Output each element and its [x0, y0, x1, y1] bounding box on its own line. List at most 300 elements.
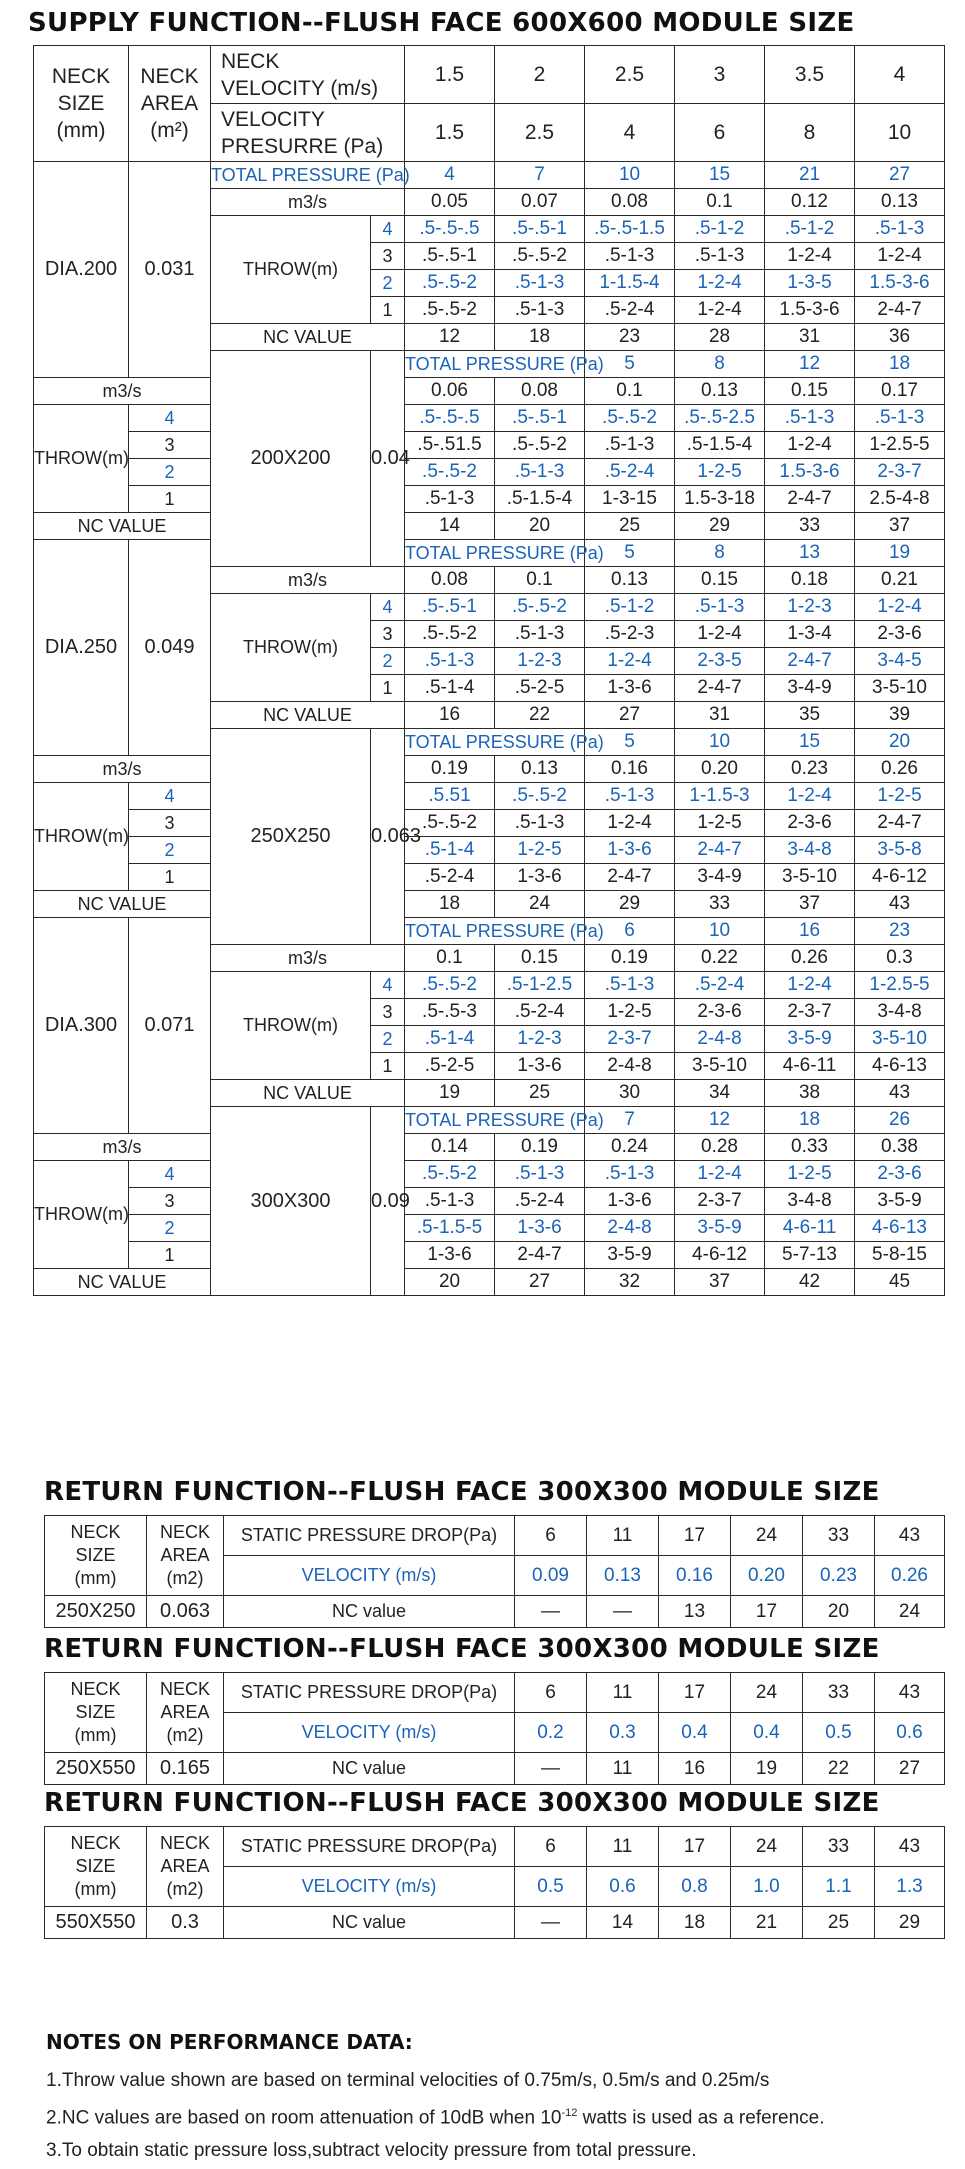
- return-table: [44, 1826, 945, 1939]
- table-row: [45, 1753, 945, 1785]
- total-pressure-value: 10: [585, 162, 675, 189]
- throw-value: .5-1-3: [675, 243, 765, 270]
- throw-value: 1-2-4: [675, 621, 765, 648]
- static-pressure-drop-value: 24: [731, 1516, 803, 1556]
- throw-value: 4-6-11: [765, 1053, 855, 1080]
- throw-value: .5-.5-2: [495, 243, 585, 270]
- throw-value: 1-3-4: [765, 621, 855, 648]
- return-title: RETURN FUNCTION--FLUSH FACE 300X300 MODULE SIZE: [44, 1477, 880, 1507]
- neck-size: 250X250: [211, 729, 371, 945]
- velocity-pressure-header: [211, 104, 405, 162]
- velocity-value: 0.13: [587, 1556, 659, 1596]
- static-pressure-drop-label: STATIC PRESSURE DROP(Pa): [224, 1827, 515, 1867]
- throw-value: .5-.5-1.5: [585, 216, 675, 243]
- throw-value: 1-2-4: [765, 972, 855, 999]
- total-pressure-value: 10: [675, 918, 765, 945]
- nc-value: 13: [659, 1596, 731, 1628]
- throw-value: .5-.5-2: [495, 783, 585, 810]
- velocity-value: 4: [855, 46, 945, 104]
- throw-way-number: 1: [129, 486, 211, 513]
- total-pressure-value: 26: [855, 1107, 945, 1134]
- nc-label: NC value: [224, 1596, 515, 1628]
- flow-rate-label: m3/s: [34, 1134, 211, 1161]
- velocity-value: 0.8: [659, 1867, 731, 1907]
- throw-label: THROW(m): [211, 972, 371, 1080]
- neck-area: 0.165: [147, 1753, 224, 1785]
- flow-rate-value: 0.3: [855, 945, 945, 972]
- return-table: [44, 1672, 945, 1785]
- nc-value: 25: [585, 513, 675, 540]
- flow-rate-value: 0.1: [405, 945, 495, 972]
- throw-value: 2-3-5: [675, 648, 765, 675]
- total-pressure-value: 6: [585, 918, 675, 945]
- table-row: [34, 891, 945, 918]
- throw-value: 2-3-7: [855, 459, 945, 486]
- throw-value: 2-3-7: [675, 1188, 765, 1215]
- throw-value: .5-2-4: [675, 972, 765, 999]
- static-pressure-drop-value: 17: [659, 1827, 731, 1867]
- total-pressure-value: 20: [855, 729, 945, 756]
- nc-value: —: [515, 1596, 587, 1628]
- flow-rate-value: 0.07: [495, 189, 585, 216]
- flow-rate-label: m3/s: [34, 378, 211, 405]
- throw-value: 1.5-3-6: [855, 270, 945, 297]
- throw-value: .5-.5-2: [495, 432, 585, 459]
- throw-value: .5-1-3: [495, 621, 585, 648]
- throw-value: .5.51: [405, 783, 495, 810]
- flow-rate-value: 0.1: [675, 189, 765, 216]
- nc-value: 31: [765, 324, 855, 351]
- throw-value: 1-2.5-5: [855, 432, 945, 459]
- velocity-value: 0.20: [731, 1556, 803, 1596]
- nc-value: 21: [731, 1907, 803, 1939]
- flow-rate-label: m3/s: [34, 756, 211, 783]
- flow-rate-value: 0.21: [855, 567, 945, 594]
- static-pressure-drop-value: 11: [587, 1827, 659, 1867]
- static-pressure-drop-value: 43: [875, 1673, 945, 1713]
- neck-size-header: [34, 46, 129, 162]
- nc-value: 27: [585, 702, 675, 729]
- total-pressure-value: 5: [585, 729, 675, 756]
- return-title: RETURN FUNCTION--FLUSH FACE 300X300 MODULE SIZE: [44, 1788, 880, 1818]
- throw-value: .5-1-4: [405, 675, 495, 702]
- velocity-value: 0.3: [587, 1713, 659, 1753]
- throw-value: .5-1-3: [585, 972, 675, 999]
- throw-value: 3-5-9: [585, 1242, 675, 1269]
- nc-value: 36: [855, 324, 945, 351]
- throw-way-number: 4: [371, 594, 405, 621]
- nc-value: 31: [675, 702, 765, 729]
- nc-value: 20: [495, 513, 585, 540]
- neck-size-header-line: (mm): [74, 1879, 117, 1899]
- throw-way-number: 2: [371, 1026, 405, 1053]
- flow-rate-value: 0.26: [765, 945, 855, 972]
- throw-value: 1-2-3: [495, 1026, 585, 1053]
- throw-value: .5-2-4: [495, 999, 585, 1026]
- throw-value: .5-1-3: [495, 459, 585, 486]
- flow-rate-value: 0.13: [585, 567, 675, 594]
- throw-value: 1-2-5: [675, 459, 765, 486]
- return-title: RETURN FUNCTION--FLUSH FACE 300X300 MODULE SIZE: [44, 1634, 880, 1664]
- flow-rate-value: 0.28: [675, 1134, 765, 1161]
- nc-value: 43: [855, 1080, 945, 1107]
- total-pressure-label: TOTAL PRESSURE (Pa): [405, 729, 585, 756]
- throw-value: 1-3-5: [765, 270, 855, 297]
- static-pressure-drop-value: 24: [731, 1827, 803, 1867]
- throw-value: 2-4-8: [585, 1215, 675, 1242]
- throw-value: .5-2-4: [585, 459, 675, 486]
- velocity-value: 1.5: [405, 46, 495, 104]
- table-row: [34, 1161, 945, 1188]
- flow-rate-value: 0.08: [495, 378, 585, 405]
- table-row: [34, 405, 945, 432]
- nc-value: 24: [495, 891, 585, 918]
- flow-rate-value: 0.24: [585, 1134, 675, 1161]
- nc-value: 34: [675, 1080, 765, 1107]
- throw-value: .5-1-3: [855, 405, 945, 432]
- nc-value: 24: [875, 1596, 945, 1628]
- neck-size-header: [45, 1673, 147, 1753]
- throw-value: 3-4-5: [855, 648, 945, 675]
- neck-area-header-line: (m2): [166, 1879, 204, 1899]
- neck-size-header-line: NECK: [70, 1833, 121, 1853]
- throw-value: 3-5-10: [855, 675, 945, 702]
- throw-value: .5-1-2: [765, 216, 855, 243]
- throw-label: THROW(m): [211, 216, 371, 324]
- throw-value: 4-6-12: [855, 864, 945, 891]
- throw-value: .5-.51.5: [405, 432, 495, 459]
- neck-area-header-line: AREA: [160, 1545, 210, 1565]
- table-row: [34, 864, 945, 891]
- table-row: [34, 486, 945, 513]
- throw-way-number: 4: [371, 972, 405, 999]
- velocity-value: 2.5: [585, 46, 675, 104]
- nc-label: NC value: [224, 1753, 515, 1785]
- nc-label: NC VALUE: [34, 1269, 211, 1296]
- throw-value: 2-3-6: [675, 999, 765, 1026]
- total-pressure-value: 19: [855, 540, 945, 567]
- nc-value: 14: [405, 513, 495, 540]
- throw-value: .5-.5-2: [405, 810, 495, 837]
- static-pressure-drop-label: STATIC PRESSURE DROP(Pa): [224, 1516, 515, 1556]
- throw-way-number: 4: [371, 216, 405, 243]
- nc-value: 27: [495, 1269, 585, 1296]
- nc-label: NC VALUE: [211, 1080, 405, 1107]
- throw-value: .5-.5-1: [495, 405, 585, 432]
- throw-way-number: 1: [129, 1242, 211, 1269]
- flow-rate-value: 0.22: [675, 945, 765, 972]
- throw-value: .5-.5-1: [405, 594, 495, 621]
- total-pressure-label: TOTAL PRESSURE (Pa): [211, 162, 405, 189]
- table-row: [34, 918, 945, 945]
- throw-value: .5-.5-2: [405, 270, 495, 297]
- note-2-text: 2.NC values are based on room attenuation of 10dB when 10: [46, 2107, 562, 2129]
- flow-rate-value: 0.17: [855, 378, 945, 405]
- total-pressure-label: TOTAL PRESSURE (Pa): [405, 351, 585, 378]
- throw-value: .5-1-3: [585, 1161, 675, 1188]
- nc-value: 42: [765, 1269, 855, 1296]
- nc-value: 17: [731, 1596, 803, 1628]
- throw-value: .5-.5-2: [405, 972, 495, 999]
- throw-way-number: 2: [129, 837, 211, 864]
- nc-value: 38: [765, 1080, 855, 1107]
- table-row: [45, 1673, 945, 1713]
- throw-way-number: 2: [129, 459, 211, 486]
- velocity-label: VELOCITY (m/s): [224, 1713, 515, 1753]
- nc-value: 14: [587, 1907, 659, 1939]
- throw-value: 1-3-6: [405, 1242, 495, 1269]
- velocity-value: 2: [495, 46, 585, 104]
- neck-area-header-line: NECK: [159, 1522, 210, 1542]
- velocity-pressure-value: 2.5: [495, 104, 585, 162]
- table-row: [45, 1907, 945, 1939]
- throw-value: .5-.5-2: [495, 594, 585, 621]
- throw-value: 1-2-4: [585, 648, 675, 675]
- total-pressure-value: 12: [675, 1107, 765, 1134]
- nc-value: 12: [405, 324, 495, 351]
- neck-area-header: [129, 46, 211, 162]
- throw-value: 2-4-7: [675, 675, 765, 702]
- velocity-pressure-value: 10: [855, 104, 945, 162]
- return-table: [44, 1515, 945, 1628]
- throw-value: .5-1.5-4: [675, 432, 765, 459]
- throw-way-number: 3: [129, 810, 211, 837]
- table-row: [45, 1827, 945, 1867]
- neck-size-header-line: (mm): [74, 1725, 117, 1745]
- flow-rate-value: 0.15: [765, 378, 855, 405]
- throw-value: 1-2-4: [675, 297, 765, 324]
- throw-value: 1-2-5: [495, 837, 585, 864]
- table-row: [34, 783, 945, 810]
- table-row: [34, 1188, 945, 1215]
- nc-value: 22: [495, 702, 585, 729]
- throw-value: 2-4-8: [585, 1053, 675, 1080]
- note-1: 1.Throw value shown are based on terminal velocities of 0.75m/s, 0.5m/s and 0.25m/s: [46, 2070, 770, 2091]
- velocity-label: VELOCITY (m/s): [224, 1556, 515, 1596]
- table-row: [34, 1215, 945, 1242]
- throw-value: 1-2-5: [855, 783, 945, 810]
- neck-size-header-line: NECK: [70, 1522, 121, 1542]
- throw-value: 2-3-6: [855, 1161, 945, 1188]
- velocity-value: 0.16: [659, 1556, 731, 1596]
- velocity-pressure-header-line: PRESURRE (Pa): [221, 134, 384, 158]
- total-pressure-value: 10: [675, 729, 765, 756]
- neck-area-header-line: (m2): [166, 1568, 204, 1588]
- throw-value: 1-1.5-3: [675, 783, 765, 810]
- throw-value: .5-1-2.5: [495, 972, 585, 999]
- throw-value: 3-5-10: [855, 1026, 945, 1053]
- throw-way-number: 1: [371, 675, 405, 702]
- note-3: 3.To obtain static pressure loss,subtract velocity pressure from total pressure.: [46, 2140, 697, 2162]
- throw-way-number: 1: [371, 1053, 405, 1080]
- neck-area: 0.031: [129, 162, 211, 378]
- static-pressure-drop-value: 33: [803, 1827, 875, 1867]
- neck-area: 0.063: [147, 1596, 224, 1628]
- static-pressure-drop-value: 11: [587, 1673, 659, 1713]
- throw-label: THROW(m): [34, 405, 129, 513]
- throw-way-number: 2: [371, 270, 405, 297]
- nc-value: 39: [855, 702, 945, 729]
- velocity-value: 1.0: [731, 1867, 803, 1907]
- throw-way-number: 1: [129, 864, 211, 891]
- flow-rate-value: 0.13: [855, 189, 945, 216]
- throw-value: 1.5-3-6: [765, 297, 855, 324]
- velocity-pressure-value: 4: [585, 104, 675, 162]
- throw-value: 1.5-3-18: [675, 486, 765, 513]
- velocity-header: [211, 46, 405, 104]
- neck-area: 0.063: [371, 729, 405, 945]
- throw-value: 1-2-4: [675, 270, 765, 297]
- velocity-value: 3.5: [765, 46, 855, 104]
- flow-rate-value: 0.05: [405, 189, 495, 216]
- throw-value: .5-1-3: [585, 243, 675, 270]
- flow-rate-value: 0.20: [675, 756, 765, 783]
- nc-label: NC value: [224, 1907, 515, 1939]
- throw-value: 2.5-4-8: [855, 486, 945, 513]
- header-row: [34, 46, 945, 104]
- throw-way-number: 3: [371, 999, 405, 1026]
- total-pressure-value: 15: [765, 729, 855, 756]
- throw-value: .5-2-4: [585, 297, 675, 324]
- neck-size-header-line: SIZE: [75, 1856, 116, 1876]
- total-pressure-value: 27: [855, 162, 945, 189]
- static-pressure-drop-value: 24: [731, 1673, 803, 1713]
- throw-value: .5-.5-2: [585, 405, 675, 432]
- throw-way-number: 3: [371, 243, 405, 270]
- total-pressure-value: 8: [675, 540, 765, 567]
- throw-value: 1-2-3: [765, 594, 855, 621]
- throw-value: .5-1-3: [765, 405, 855, 432]
- flow-rate-value: 0.16: [585, 756, 675, 783]
- neck-area: 0.3: [147, 1907, 224, 1939]
- table-row: [34, 1134, 945, 1161]
- nc-value: 20: [803, 1596, 875, 1628]
- throw-value: 2-3-7: [765, 999, 855, 1026]
- throw-value: .5-.5-2: [405, 621, 495, 648]
- velocity-value: 0.5: [803, 1713, 875, 1753]
- neck-area-header-line: NECK: [159, 1833, 210, 1853]
- throw-value: 1-2-4: [765, 432, 855, 459]
- throw-value: 5-7-13: [765, 1242, 855, 1269]
- static-pressure-drop-value: 43: [875, 1516, 945, 1556]
- nc-value: 19: [731, 1753, 803, 1785]
- note-2: [46, 2097, 946, 2134]
- nc-value: 18: [495, 324, 585, 351]
- flow-rate-value: 0.23: [765, 756, 855, 783]
- flow-rate-value: 0.1: [585, 378, 675, 405]
- flow-rate-value: 0.26: [855, 756, 945, 783]
- velocity-header-line: VELOCITY (m/s): [221, 76, 379, 100]
- throw-way-number: 1: [371, 297, 405, 324]
- throw-value: 4-6-13: [855, 1215, 945, 1242]
- throw-label: THROW(m): [211, 594, 371, 702]
- nc-value: 18: [405, 891, 495, 918]
- throw-value: 1-2-4: [855, 243, 945, 270]
- throw-value: 1-3-15: [585, 486, 675, 513]
- throw-value: .5-1-3: [585, 432, 675, 459]
- total-pressure-value: 23: [855, 918, 945, 945]
- neck-area-header-line: AREA: [160, 1856, 210, 1876]
- neck-size-header-line: (mm): [74, 1568, 117, 1588]
- throw-value: .5-2-3: [585, 621, 675, 648]
- neck-area-header-line: (m2): [166, 1725, 204, 1745]
- velocity-value: 0.5: [515, 1867, 587, 1907]
- velocity-value: 0.6: [587, 1867, 659, 1907]
- nc-value: 37: [675, 1269, 765, 1296]
- flow-rate-label: m3/s: [211, 945, 405, 972]
- neck-size: DIA.250: [34, 540, 129, 756]
- velocity-value: 1.3: [875, 1867, 945, 1907]
- static-pressure-drop-value: 6: [515, 1827, 587, 1867]
- neck-size: 200X200: [211, 351, 371, 567]
- nc-value: 27: [875, 1753, 945, 1785]
- throw-way-number: 4: [129, 1161, 211, 1188]
- neck-size-header-line: (mm): [56, 119, 106, 142]
- velocity-value: 0.2: [515, 1713, 587, 1753]
- throw-value: .5-1-4: [405, 1026, 495, 1053]
- supply-title: SUPPLY FUNCTION--FLUSH FACE 600X600 MODULE SIZE: [28, 8, 855, 38]
- nc-value: 33: [675, 891, 765, 918]
- velocity-header-line: NECK: [221, 49, 280, 73]
- throw-value: .5-.5-1: [495, 216, 585, 243]
- nc-value: 11: [587, 1753, 659, 1785]
- neck-size-header-line: NECK: [51, 65, 111, 88]
- neck-size-header-line: NECK: [70, 1679, 121, 1699]
- nc-value: 29: [875, 1907, 945, 1939]
- static-pressure-drop-label: STATIC PRESSURE DROP(Pa): [224, 1673, 515, 1713]
- throw-value: 1-2.5-5: [855, 972, 945, 999]
- nc-value: 43: [855, 891, 945, 918]
- flow-rate-value: 0.1: [495, 567, 585, 594]
- neck-area-header-line: AREA: [140, 92, 199, 115]
- static-pressure-drop-value: 6: [515, 1673, 587, 1713]
- throw-value: 2-4-7: [495, 1242, 585, 1269]
- nc-value: 25: [803, 1907, 875, 1939]
- throw-value: .5-1-3: [495, 810, 585, 837]
- throw-value: .5-1-2: [585, 594, 675, 621]
- throw-value: .5-.5-3: [405, 999, 495, 1026]
- throw-way-number: 4: [129, 405, 211, 432]
- throw-value: .5-1-3: [585, 783, 675, 810]
- total-pressure-value: 16: [765, 918, 855, 945]
- velocity-pressure-header-line: VELOCITY: [221, 107, 325, 131]
- nc-value: —: [515, 1907, 587, 1939]
- throw-value: 1-2-4: [765, 243, 855, 270]
- table-row: [34, 1269, 945, 1296]
- table-row: [45, 1596, 945, 1628]
- note-2-text-end: watts is used as a reference.: [577, 2107, 825, 2129]
- throw-value: .5-.5-2: [405, 459, 495, 486]
- static-pressure-drop-value: 33: [803, 1673, 875, 1713]
- throw-value: 1-3-6: [585, 675, 675, 702]
- supply-table: [33, 45, 945, 1296]
- throw-way-number: 2: [129, 1215, 211, 1242]
- table-row: [34, 837, 945, 864]
- throw-way-number: 4: [129, 783, 211, 810]
- neck-size: 250X550: [45, 1753, 147, 1785]
- table-row: [34, 540, 945, 567]
- static-pressure-drop-value: 33: [803, 1516, 875, 1556]
- throw-value: 2-4-7: [855, 297, 945, 324]
- table-row: [34, 432, 945, 459]
- table-row: [34, 378, 945, 405]
- throw-value: 1-2-5: [585, 999, 675, 1026]
- throw-label: THROW(m): [34, 783, 129, 891]
- throw-value: 1-2-5: [765, 1161, 855, 1188]
- throw-value: .5-1.5-4: [495, 486, 585, 513]
- notes-title: NOTES ON PERFORMANCE DATA:: [46, 2030, 413, 2054]
- throw-value: 1-1.5-4: [585, 270, 675, 297]
